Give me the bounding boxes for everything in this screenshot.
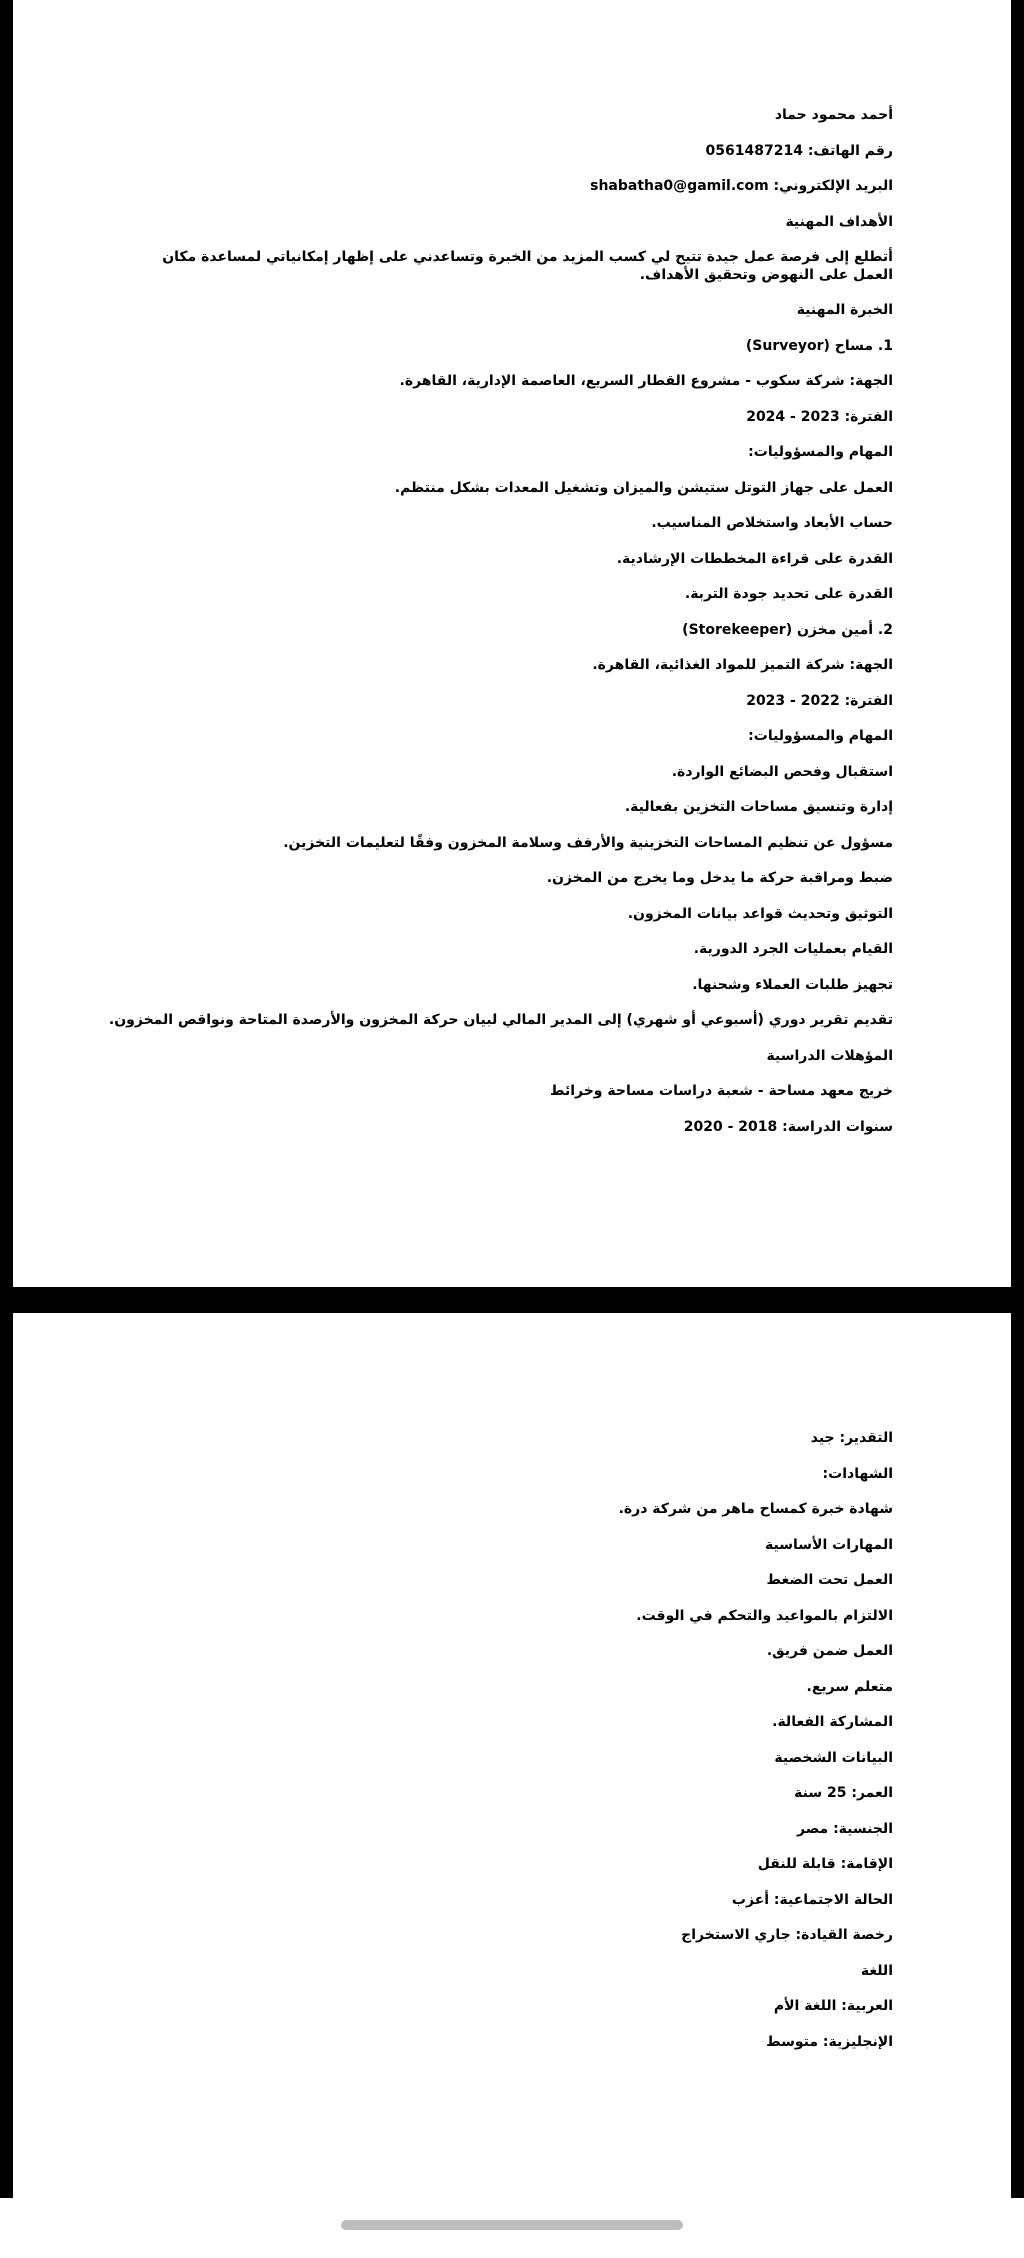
list-item: إدارة وتنسيق مساحات التخزين بفعالية. [624, 799, 893, 815]
education-degree: خريج معهد مساحة - شعبة دراسات مساحة وخرائط [549, 1083, 893, 1099]
section-heading-experience: الخبرة المهنية [796, 302, 893, 318]
education-years: سنوات الدراسة: 2018 - 2020 [683, 1118, 893, 1135]
personal-driving-license: رخصة القيادة: جاري الاستخراج [681, 1927, 893, 1943]
page-2-content [133, 1429, 893, 2068]
list-item: حساب الأبعاد واستخلاص المناسيب. [651, 515, 893, 531]
section-heading-education: المؤهلات الدراسية [766, 1047, 893, 1064]
list-item: تجهيز طلبات العملاء وشحنها. [692, 976, 893, 993]
section-heading-skills: المهارات الأساسية [765, 1536, 893, 1553]
section-heading-objectives: الأهداف المهنية [785, 213, 893, 230]
page-1-content [108, 106, 893, 1153]
section-heading-language: اللغة [860, 1962, 893, 1979]
list-item: استقبال وفحص البضائع الواردة. [671, 763, 893, 780]
list-item: التوثيق وتحديث قواعد بيانات المخزون. [627, 905, 893, 922]
job-employer-storekeeper: الجهة: شركة التميز للمواد الغذائية، القاهرة. [592, 657, 893, 673]
job-period-storekeeper: الفترة: 2022 - 2023 [746, 692, 893, 709]
list-item: القيام بعمليات الجرد الدورية. [693, 941, 893, 957]
list-item: القدرة على قراءة المخططات الإرشادية. [616, 550, 893, 567]
language-english: الإنجليزية: متوسط [766, 2033, 893, 2050]
language-arabic: العربية: اللغة الأم [773, 1998, 893, 2014]
job-title-storekeeper: 2. أمين مخزن (Storekeeper) [682, 621, 893, 638]
viewer-edge-left [0, 0, 13, 2198]
list-item: ضبط ومراقبة حركة ما يدخل وما يخرج من المخزن. [546, 870, 893, 886]
job-employer-surveyor: الجهة: شركة سكوب - مشروع القطار السريع، العاصمة الإدارية، القاهرة. [399, 373, 893, 389]
personal-age: العمر: 25 سنة [794, 1785, 893, 1801]
job-title-surveyor: 1. مساح (Surveyor) [745, 337, 893, 354]
list-item: الالتزام بالمواعيد والتحكم في الوقت. [636, 1607, 893, 1624]
email-address: البريد الإلكتروني: shabatha0@gamil.com [590, 178, 893, 194]
page-separator [0, 1287, 1024, 1313]
objective-text: أتطلع إلى فرصة عمل جيدة تتيح لي كسب المزيد من الخبرة وتساعدني على إظهار إمكانياتي لمساعدة مكان العمل على النهوض وتحقيق الأهداف. [162, 249, 893, 283]
list-item: تقديم تقرير دوري (أسبوعي أو شهري) إلى المدير المالي لبيان حركة المخزون والأرصدة المتاحة ونواقص المخزون. [108, 1012, 893, 1028]
personal-residence: الإقامة: قابلة للنقل [757, 1856, 893, 1872]
list-item: مسؤول عن تنظيم المساحات التخزينية والأرفف وسلامة المخزون وفقًا لتعليمات التخزين. [283, 834, 893, 851]
full-name: أحمد محمود حماد [774, 107, 893, 123]
section-heading-personal: البيانات الشخصية [774, 1749, 893, 1766]
phone-number: رقم الهاتف: 0561487214 [705, 142, 893, 159]
list-item: المشاركة الفعالة. [772, 1714, 893, 1730]
document-page-2 [13, 1313, 1011, 2198]
job-duties-heading-storekeeper: المهام والمسؤوليات: [748, 728, 893, 744]
document-page-1 [13, 0, 1011, 1287]
list-item: العمل تحت الضغط [766, 1572, 893, 1588]
list-item: متعلم سريع. [806, 1678, 893, 1695]
list-item: العمل على جهاز التوتل ستيشن والميزان وتشغيل المعدات بشكل منتظم. [394, 479, 893, 496]
personal-nationality: الجنسية: مصر [797, 1820, 893, 1837]
section-heading-certificates: الشهادات: [822, 1465, 893, 1482]
home-indicator[interactable] [341, 2220, 683, 2230]
list-item: القدرة على تحديد جودة التربة. [684, 586, 893, 602]
job-period-surveyor: الفترة: 2023 - 2024 [746, 408, 893, 425]
job-duties-heading-surveyor: المهام والمسؤوليات: [748, 444, 893, 460]
education-grade: التقدير: جيد [810, 1430, 893, 1446]
personal-marital-status: الحالة الاجتماعية: أعزب [731, 1891, 893, 1908]
viewer-edge-right [1011, 0, 1024, 2198]
list-item: شهادة خبرة كمساح ماهر من شركة درة. [618, 1501, 893, 1517]
list-item: العمل ضمن فريق. [766, 1643, 893, 1659]
